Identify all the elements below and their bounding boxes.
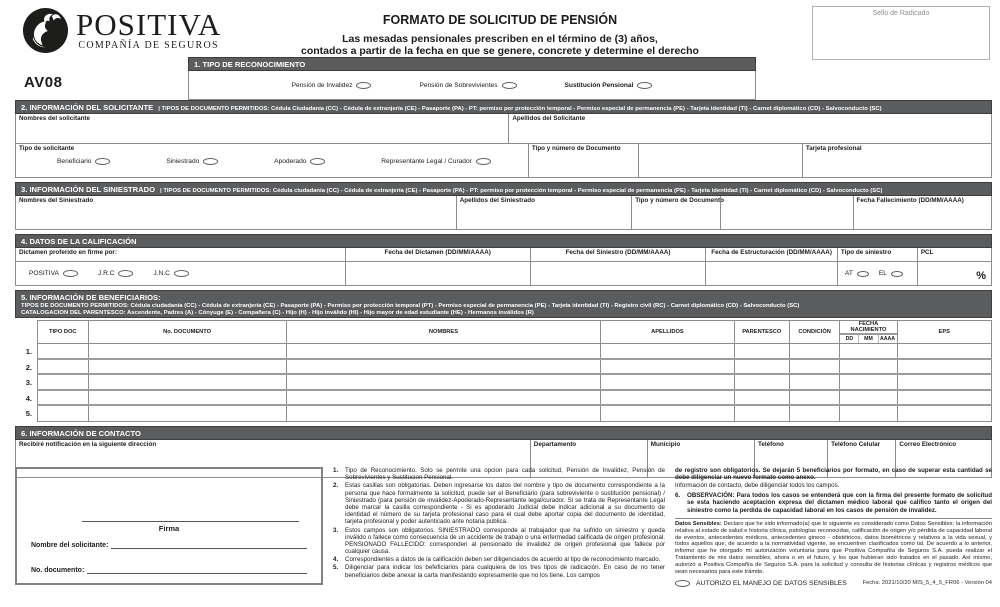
field-apellidos-siniestrado[interactable] — [457, 196, 633, 229]
beneficiary-row — [15, 344, 992, 360]
cell-no-documento[interactable] — [89, 406, 287, 421]
sensitive-data-lead: Datos Sensibles: — [675, 520, 722, 527]
section2-doc-note: | TIPOS DE DOCUMENTO PERMITIDOS: Cédula Ciudadanía (CC) - Cédula de extranjería (CE) - Pasaporte (PA) - PT: permiso por protección temporal - Permiso especial de permanencia (PE) - Tarjeta identidad (TI) - Carnet diplomático (CD) - Salvoconducto (SC) — [158, 106, 882, 112]
instruction-item — [333, 527, 665, 556]
option-at — [845, 270, 869, 277]
subcol-dd: DD — [840, 335, 859, 343]
cell-eps[interactable] — [898, 391, 991, 405]
instruction-number: 5. — [333, 564, 339, 572]
col-eps: EPS — [938, 329, 950, 335]
contact-note: Información de contacto, debe diligenciar todos los campos. — [675, 481, 840, 489]
instruction-number: 6. — [675, 491, 681, 499]
radio-apoderado[interactable] — [310, 158, 325, 165]
section5-parentesco-note: CATALOGACIÓN DEL PARENTESCO: Ascendente, Padres (A) - Cónyuge (E) - Compañera (C) - Hijo (H) - Hijo inválido (HI) - Hijo mayor de edad estudiante (HE) - Hermanos inválidos (R) — [21, 310, 534, 316]
field-tarjeta-profesional[interactable] — [803, 144, 991, 177]
field-tipo-numero-documento-solicitante[interactable] — [529, 144, 803, 177]
cell-no-documento[interactable] — [89, 391, 287, 405]
field-fecha-dictamen[interactable] — [346, 262, 531, 285]
label-fecha-estructuracion: Fecha de Estructuración (DD/MM/AAAA) — [711, 249, 832, 256]
section-datos-calificacion — [15, 234, 992, 286]
instruction-number: 1. — [333, 467, 339, 474]
form-code: AV08 — [24, 74, 63, 91]
authorize-label: AUTORIZO EL MANEJO DE DATOS SENSIBLES — [696, 579, 847, 587]
option-apoderado — [274, 158, 325, 165]
row-number: 2. — [25, 362, 32, 372]
pcl-percent-sign: % — [976, 270, 986, 282]
cell-condicion[interactable] — [790, 344, 841, 358]
field-label: Tarjeta profesional — [805, 145, 862, 152]
cell-apellidos[interactable] — [601, 344, 734, 358]
instruction-text: Tipo de Reconocimiento. Solo se permite una opcion para cada solicitud, Pensión de Invalidez, Pensión de Sobrevivientes y Sustitucion Pensional. — [345, 467, 665, 482]
signature-box — [15, 467, 323, 585]
field-tipo-numero-documento-siniestrado[interactable] — [632, 196, 853, 229]
section1-title: 1. TIPO DE RECONOCIMIENTO — [194, 60, 306, 69]
title-subtitle-2: contados a partir de la fecha en que se genere, concrete y determine el derecho — [301, 45, 699, 57]
subcol-mm: MM — [859, 335, 878, 343]
row-number: 4. — [25, 393, 32, 403]
applicant-name-input[interactable] — [111, 541, 307, 549]
section-informacion-beneficiarios — [15, 290, 992, 422]
sensitive-data-text: Declaro que he sido informado(a) que lo siguiente es considerado como Datos Sensibles: la información relativa al estado de salud e historia clínica, patologías reconocidas, calificación de origen y/o pérdida de capacidad laboral de eventos, antecedentes médicos, antecedentes gineco - obstétricos, datos biométricos y relativos a la vida sexual, y todos aquellos que, de acuerdo a la normatividad vigente, se encuentren clasificados como tal. De acuerdo a lo anterior, informo que he otorgado mi autorización voluntaria para que Positiva Compañía de Seguros S.A. pueda realizar el Tratamiento de mis datos sensibles, ahora o en el futuro, y los que hubieran sido tratados en el pasado. Así mismo, autorizó a Positiva Compañía de Seguros S.A. para la solicitud y consulta de historias clínicas y registros médicos que sean necesarios para este trámite. — [675, 520, 992, 575]
instruction-continuation: de registro son obligatorios. Se dejarán 5 beneficiarios por formato, en caso de superar esta cantidad se debe diligenciar un nuevo formato como anexo. — [675, 467, 992, 482]
field-label: Correo Electrónico — [899, 440, 957, 448]
field-label: Tipo y número de Documento — [531, 145, 621, 152]
field-label: Teléfono — [758, 440, 784, 448]
cell-no-documento[interactable] — [89, 375, 287, 389]
cell-tipo-doc[interactable] — [38, 360, 89, 374]
radio-beneficiario[interactable] — [95, 158, 110, 165]
beneficiary-row — [15, 391, 992, 407]
field-label: Apellidos del Siniestrado — [459, 197, 535, 204]
section3-title: 3. INFORMACIÓN DEL SINIESTRADO — [21, 185, 156, 194]
cell-nombres[interactable] — [287, 344, 601, 358]
option-label: Pensión de Invalidez — [291, 81, 353, 89]
option-label: J.R.C — [97, 270, 115, 277]
option-label: J.N.C — [153, 270, 170, 277]
section2-title: 2. INFORMACIÓN DEL SOLICITANTE — [21, 103, 154, 112]
cell-parentesco[interactable] — [735, 375, 790, 389]
cell-fecha-nacimiento[interactable] — [840, 375, 897, 389]
radio-dictamen-jrc[interactable] — [118, 270, 133, 277]
field-label: Teléfono Celular — [831, 440, 881, 448]
beneficiary-row — [15, 375, 992, 391]
brand-tagline: COMPAÑÍA DE SEGUROS — [78, 39, 219, 51]
cell-nombres[interactable] — [287, 406, 601, 421]
cell-no-documento[interactable] — [89, 344, 287, 358]
cell-condicion[interactable] — [790, 391, 841, 405]
cell-nombres[interactable] — [287, 375, 601, 389]
field-label: Apellidos del Solicitante — [512, 115, 586, 122]
radio-siniestrado[interactable] — [203, 158, 218, 165]
stamp-box — [812, 6, 990, 60]
cell-eps[interactable] — [898, 360, 991, 374]
cell-tipo-doc[interactable] — [38, 406, 89, 421]
option-jnc — [153, 270, 188, 277]
checkbox-autorizo-datos-sensibles[interactable] — [675, 580, 690, 587]
cell-fecha-nacimiento[interactable] — [840, 391, 897, 405]
instruction-text: Estos campos son obligatorios. SINIESTRADO corresponde al trabajador que ha sufrido un siniestro y queda inválido o fallece como consecuencia de un accidente de trabajo o una enfermedad calificada de origen profesional. PENSIONADO FALLECIDO: corresponden al pensionado de invalidez de origen profesional que fallece por cualquier causa. — [345, 526, 665, 556]
col-fecha-nacimiento — [840, 321, 897, 343]
cell-fecha-nacimiento[interactable] — [840, 406, 897, 421]
label-fecha-siniestro: Fecha del Siniestro (DD/MM/AAAA) — [565, 249, 671, 256]
instruction-number: 2. — [333, 482, 339, 490]
instruction-item — [333, 556, 665, 563]
cell-apellidos[interactable] — [601, 391, 734, 405]
section-tipo-reconocimiento — [188, 57, 756, 100]
radio-pension-sobrevivientes[interactable] — [502, 82, 517, 89]
cell-eps[interactable] — [898, 375, 991, 389]
instruction-item — [333, 564, 665, 578]
radio-representante-legal[interactable] — [476, 158, 491, 165]
cell-tipo-doc[interactable] — [38, 375, 89, 389]
observation-item — [675, 492, 992, 514]
cell-condicion[interactable] — [790, 406, 841, 421]
option-positiva — [29, 270, 78, 277]
label-fecha-dictamen: Fecha del Dictamen (DD/MM/AAAA) — [384, 249, 491, 256]
form-version-footer: Fecha: 2021/10/20 MIS_5_4_5_FR06 - Versión 04 — [862, 580, 992, 587]
section-informacion-siniestrado — [15, 182, 992, 230]
row-number: 1. — [25, 347, 32, 357]
positiva-logo — [22, 7, 221, 54]
signature-label: Firma — [158, 524, 180, 533]
label-dictamen: Dictamen proferido en firme por: — [19, 249, 117, 256]
radio-siniestro-el[interactable] — [891, 271, 903, 277]
option-representante-legal — [381, 158, 491, 165]
field-label: Nombres del Siniestrado — [19, 197, 94, 204]
cell-eps[interactable] — [898, 344, 991, 358]
instruction-text: Correspondientes a datos de la calificación deben ser diligenciados de acuerdo al tipo de reconocimiento marcado. — [345, 556, 661, 564]
cell-fecha-nacimiento[interactable] — [840, 344, 897, 358]
instruction-number: 3. — [333, 526, 339, 534]
instruction-text: Estas casillas son obligatorias. Deben ingresarse los datos del nombre y tipo de documento correspondiente a la persona que hace formalmente la solicitud, puede ser el Beneficiario (para sobreviviente o sustitución pensional) / Siniestrado (para pensión de invalidez-Apoderado-Representante legal/curador. Si se trata de Representante Legal debe marcar la casilla correspondiente - Si es apoderado Judicial debe indicar adicional a su documento de identidad el número de su tarjeta profesional caso para el cual debe aportar copia del documento de identidad, tarjeta profesional y poder autenticado ante notaria publica. — [345, 482, 665, 526]
positiva-bird-icon — [22, 7, 69, 54]
field-label: Fecha Fallecimiento (DD/MM/AAAA) — [856, 197, 964, 204]
applicant-document-input[interactable] — [87, 566, 307, 574]
option-label: Beneficiario — [57, 158, 92, 166]
row-number-gutter — [15, 320, 37, 344]
section5-title: 5. INFORMACIÓN DE BENEFICIARIOS: — [21, 293, 161, 302]
col-tipo-doc: TIPO DOC — [38, 321, 89, 343]
field-label: Tipo de solicitante — [19, 145, 75, 152]
field-tipo-siniestro — [838, 262, 918, 285]
field-label: Municipio — [650, 440, 681, 448]
brand-name: POSITIVA — [76, 7, 222, 43]
field-label: Nombres del solicitante — [19, 115, 91, 122]
col-parentesco: PARENTESCO — [735, 321, 790, 343]
instruction-item — [333, 482, 665, 525]
option-label: EL — [878, 270, 887, 277]
fecha-nacimiento-label: FECHA NACIMIENTO — [840, 321, 896, 335]
stamp-label: Sello de Radicado — [872, 10, 930, 17]
cell-divider — [638, 144, 639, 177]
label-pcl: PCL — [920, 249, 934, 256]
label-tipo-siniestro: Tipo de siniestro — [840, 249, 892, 256]
option-label: Apoderado — [274, 158, 307, 166]
field-fecha-siniestro[interactable] — [531, 262, 707, 285]
cell-no-documento[interactable] — [89, 360, 287, 374]
option-label: Siniestrado — [166, 158, 200, 166]
section5-doc-note: TIPOS DE DOCUMENTO PERMITIDOS: Cédula ciudadanía (CC) - Cédula de extranjería (CE) - Pasaporte (PA) - Permiso por protección temporal (PT) - Permiso especial de permanencia (PE) - Tarjeta identidad (TI) - Registro civil (RC) - Carnet diplomático (CD) - Salvoconducto (SC) — [21, 303, 800, 309]
col-no-documento: No. DOCUMENTO — [89, 321, 287, 343]
option-el — [879, 270, 903, 277]
option-sustitucion-pensional — [565, 82, 653, 89]
cell-apellidos[interactable] — [601, 406, 734, 421]
cell-condicion[interactable] — [790, 360, 841, 374]
section3-doc-note: | TIPOS DE DOCUMENTO PERMITIDOS: Cédula ciudadanía (CC) - Cédula de extranjería (CE) - Pasaporte (PA) - PT: permiso por protección temporal - Permiso especial de permanencia (PE) - Tarjeta identidad (TI) - Carnet diplomático (CD) - Salvoconducto (SC) — [160, 188, 883, 194]
option-label: AT — [844, 270, 853, 277]
instructions-column — [333, 467, 665, 588]
option-label: Representante Legal / Curador — [381, 158, 472, 166]
cell-tipo-doc[interactable] — [38, 344, 89, 358]
option-siniestrado — [166, 158, 218, 165]
beneficiary-row — [15, 360, 992, 376]
cell-divider — [720, 196, 721, 229]
sensitive-data-paragraph — [675, 518, 992, 576]
field-dictamen-por — [16, 262, 346, 285]
applicant-document-field — [31, 566, 307, 574]
radio-dictamen-jnc[interactable] — [174, 270, 189, 277]
field-label: Tipo y número de Documento — [635, 197, 724, 204]
beneficiary-row — [15, 406, 992, 422]
field-nombres-siniestrado[interactable] — [16, 196, 457, 229]
cell-nombres[interactable] — [287, 391, 601, 405]
row-number: 3. — [25, 378, 32, 388]
option-pension-invalidez — [292, 82, 372, 89]
cell-fecha-nacimiento[interactable] — [840, 360, 897, 374]
cell-parentesco[interactable] — [735, 406, 790, 421]
field-pcl[interactable] — [918, 262, 991, 285]
cell-parentesco[interactable] — [735, 391, 790, 405]
section6-title: 6. INFORMACIÓN DE CONTACTO — [21, 428, 141, 438]
instructions-right-column — [675, 467, 992, 588]
option-beneficiario — [57, 158, 110, 165]
authorize-sensitive-data — [675, 580, 847, 588]
col-apellidos: APELLIDOS — [601, 321, 734, 343]
cell-eps[interactable] — [898, 406, 991, 421]
field-apellidos-solicitante[interactable] — [509, 114, 991, 143]
section-informacion-solicitante — [15, 100, 992, 178]
cell-apellidos[interactable] — [601, 375, 734, 389]
field-nombres-solicitante[interactable] — [16, 114, 509, 143]
radio-pension-invalidez[interactable] — [356, 82, 371, 89]
radio-dictamen-positiva[interactable] — [63, 270, 78, 277]
cell-nombres[interactable] — [287, 360, 601, 374]
page-title: FORMATO DE SOLICITUD DE PENSIÓN — [382, 13, 618, 27]
radio-sustitucion-pensional[interactable] — [637, 82, 652, 89]
beneficiaries-table-header — [37, 320, 992, 344]
field-tipo-solicitante — [16, 144, 529, 177]
instruction-text: Diligenciar para indicar los befeficiarios para cualquiera de los tres tipos de radicación. En caso de no tener beneficiarios debe anexar la carta manifestando expresamente que no los tiene. Los campos — [345, 564, 665, 579]
section4-title: 4. DATOS DE LA CALIFICACIÓN — [21, 237, 137, 246]
option-label: POSITIVA — [29, 270, 59, 277]
row-number: 5. — [25, 409, 32, 419]
instruction-number: 4. — [333, 556, 339, 564]
option-label: Sustitución Pensional — [564, 81, 634, 89]
applicant-name-label: Nombre del solicitante: — [31, 542, 109, 549]
applicant-document-label: No. documento: — [31, 567, 85, 574]
option-label: Pensión de Sobrevivientes — [419, 81, 498, 89]
option-pension-sobrevivientes — [419, 82, 516, 89]
cell-condicion[interactable] — [790, 375, 841, 389]
cell-parentesco[interactable] — [735, 344, 790, 358]
applicant-name-field — [31, 541, 307, 549]
option-jrc — [98, 270, 133, 277]
cell-apellidos[interactable] — [601, 360, 734, 374]
field-fecha-fallecimiento[interactable] — [854, 196, 991, 229]
field-fecha-estructuracion[interactable] — [706, 262, 838, 285]
title-subtitle-1: Las mesadas pensionales prescriben en el término de (3) años, — [342, 33, 658, 45]
col-condicion: CONDICIÓN — [790, 321, 841, 343]
col-nombres: NOMBRES — [287, 321, 601, 343]
cell-tipo-doc[interactable] — [38, 391, 89, 405]
signature-line[interactable] — [82, 521, 299, 522]
instruction-item — [333, 467, 665, 481]
document-title-block — [280, 13, 720, 57]
cell-parentesco[interactable] — [735, 360, 790, 374]
subcol-aaaa: AAAA — [880, 336, 896, 342]
observation-text: OBSERVACIÓN: Para todos los casos se entenderá que con la firma del presente formato de solicitud se esta haciendo aceptación expresa del dictamen médico laboral que califico tanto el origen del siniestro como la perdida de capacidad laboral en los casos de pensión de invalidez. — [687, 491, 992, 514]
radio-siniestro-at[interactable] — [857, 271, 869, 277]
field-label: Recibiré notificación en la siguiente dirección — [19, 440, 157, 448]
field-label: Departamento — [533, 440, 577, 448]
